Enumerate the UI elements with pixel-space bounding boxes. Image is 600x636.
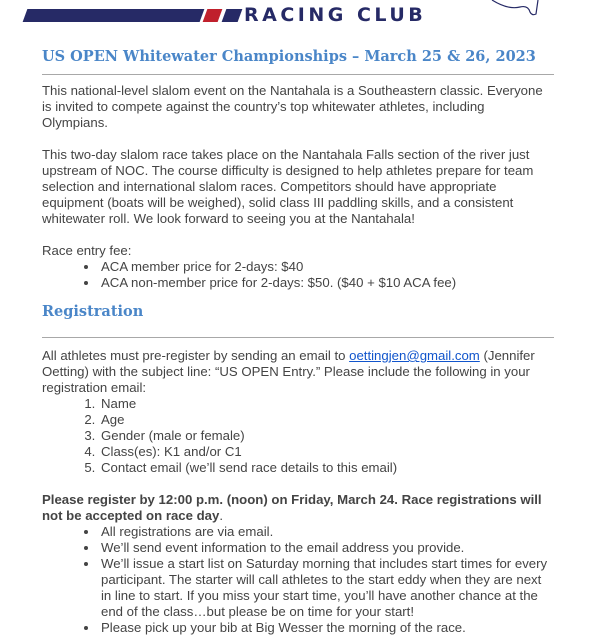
fee-item: • ACA non-member price for 2-days: $50. ($40 + $10 ACA fee)	[99, 275, 554, 291]
required-info-list	[42, 396, 554, 476]
required-item: 2. Age	[99, 412, 554, 428]
registration-intro	[42, 348, 554, 396]
required-item: 4. Class(es): K1 and/or C1	[99, 444, 554, 460]
note-item: • We’ll send event information to the email address you provide.	[99, 540, 554, 556]
intro-text-after: (Jennifer Oetting) with the subject line: “US OPEN Entry.” Please include the following in your registration email:	[42, 348, 535, 395]
logo-swoosh-icon	[490, 0, 540, 22]
note-item: • Please pick up your bib at Big Wesser the morning of the race.	[99, 620, 554, 636]
note-item: • All registrations are via email.	[99, 524, 554, 540]
registration-notes-list	[42, 524, 554, 636]
deadline-period: .	[219, 508, 224, 523]
course-paragraph: This two-day slalom race takes place on the Nantahala Falls section of the river just upstream of NOC. The course difficulty is designed to help athletes prepare for team selection and international slalom races. Competitors should have appropriate equipment (boats will be weighed), solid class III paddling skills, and a consistent whitewater roll. We look forward to seeing you at the Nantahala!	[42, 147, 534, 226]
fee-label: Race entry fee:	[42, 243, 132, 258]
document-body	[42, 46, 554, 636]
event-title: US OPEN Whitewater Championships – March 25 & 26, 2023	[42, 48, 536, 65]
required-item: 5. Contact email (we’ll send race details to this email)	[99, 460, 554, 476]
deadline-text: Please register by 12:00 p.m. (noon) on Friday, March 24. Race registrations will not be accepted on race day	[42, 492, 542, 523]
logo-stripe-red	[203, 9, 223, 22]
club-logo	[0, 0, 600, 40]
note-item: • We’ll issue a start list on Saturday morning that includes start times for every participant. The starter will call athletes to the start eddy when they are next in line to start. If you miss your start time, you’ll have another chance at the end of the class…but please be on time for your start!	[99, 556, 554, 620]
logo-stripe-navy-small	[222, 9, 243, 22]
registration-email-link[interactable]: oettingjen@gmail.com	[349, 348, 480, 363]
logo-stripe-navy	[23, 9, 205, 22]
deadline-notice	[42, 492, 554, 524]
intro-text-before: All athletes must pre-register by sending an email to	[42, 348, 350, 363]
intro-paragraph: This national-level slalom event on the Nantahala is a Southeastern classic. Everyone is invited to compete against the country’s top whitewater athletes, including Olympians.	[42, 83, 543, 130]
divider	[42, 74, 554, 75]
fee-list	[42, 259, 554, 291]
required-item: 3. Gender (male or female)	[99, 428, 554, 444]
divider	[42, 337, 554, 338]
fee-item: • ACA member price for 2-days: $40	[99, 259, 554, 275]
registration-heading: Registration	[42, 303, 144, 320]
required-item: 1. Name	[99, 396, 554, 412]
logo-text: RACING CLUB	[244, 4, 427, 26]
